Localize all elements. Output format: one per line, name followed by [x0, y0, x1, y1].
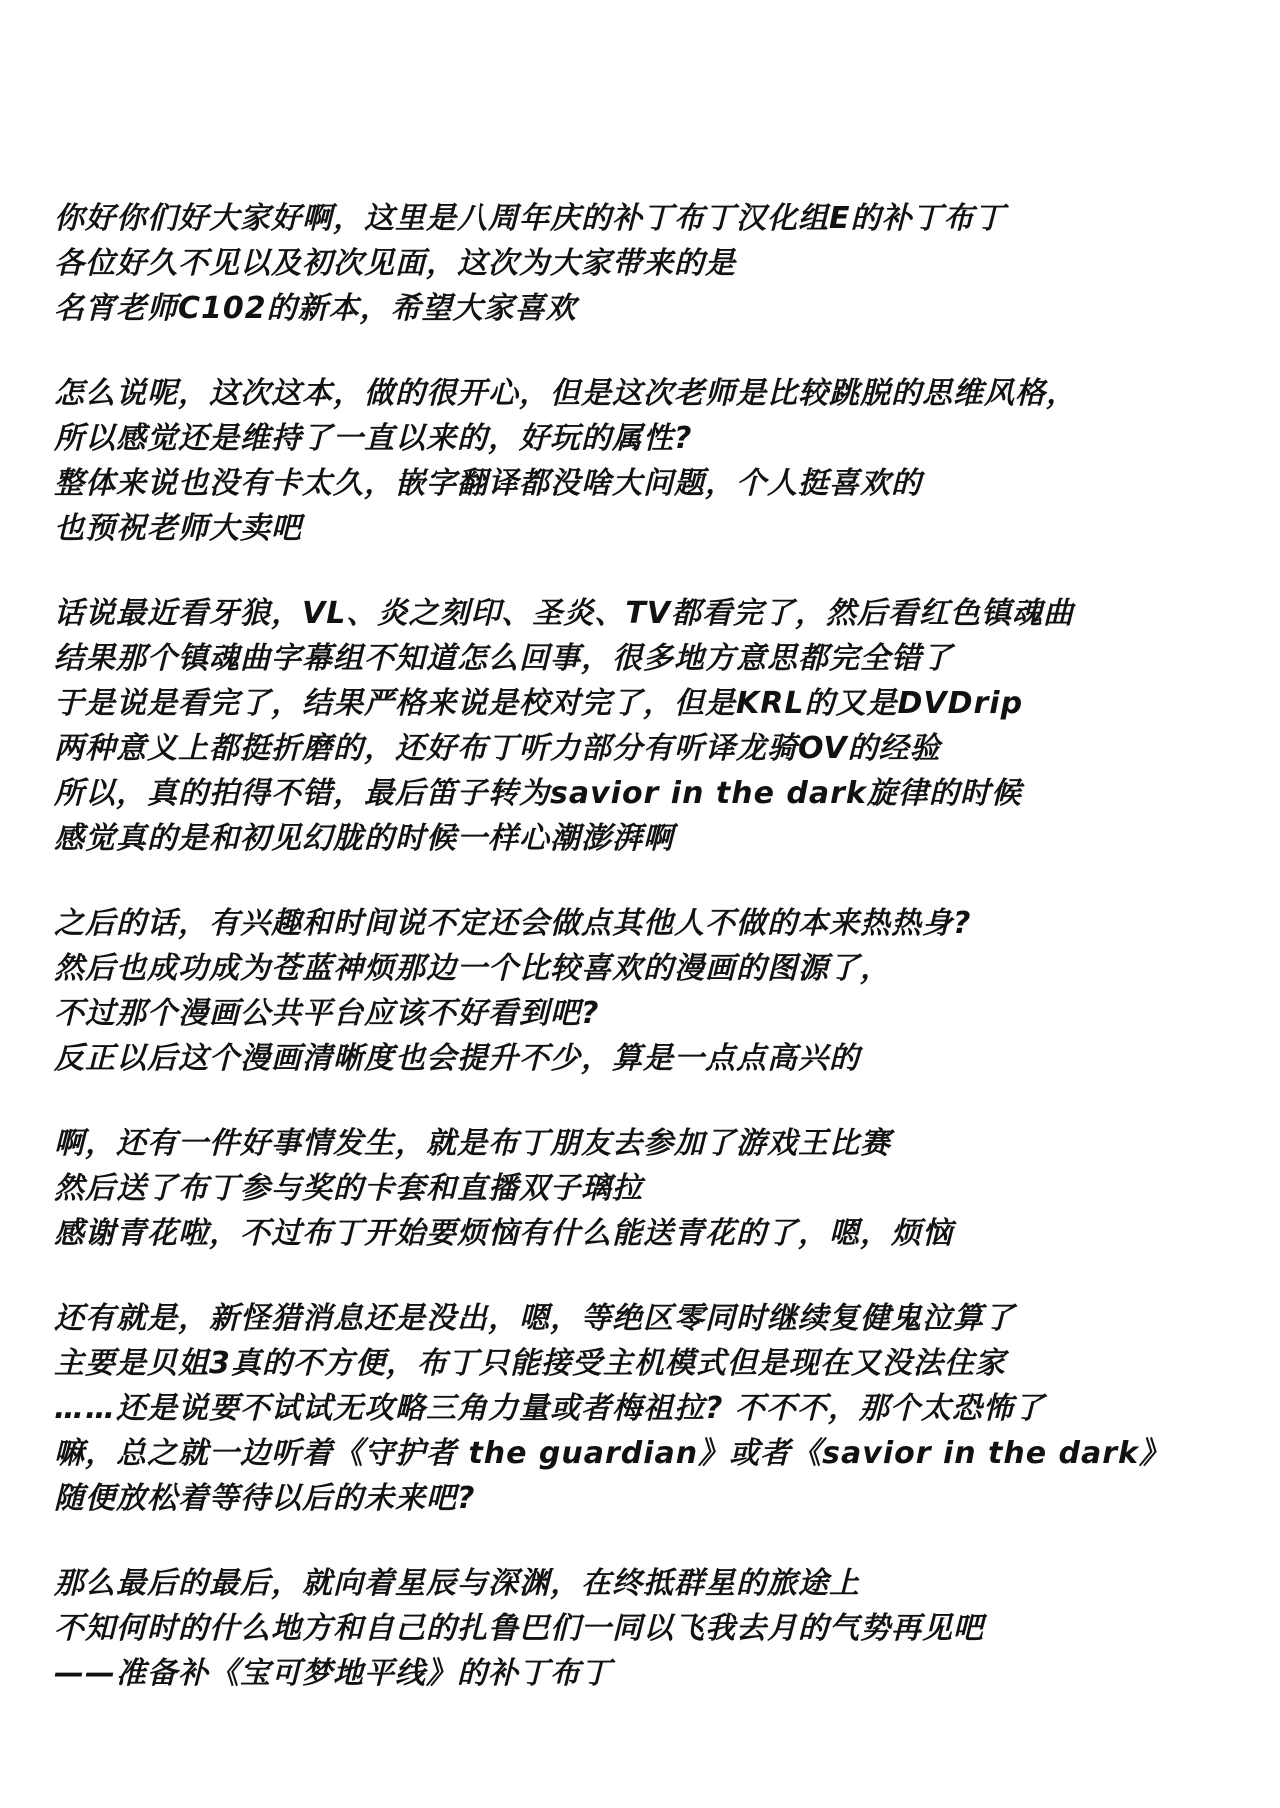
- paragraph-1: [54, 196, 1254, 331]
- text-line: 于是说是看完了，结果严格来说是校对完了，但是KRL的又是DVDrip: [54, 686, 1024, 721]
- paragraph-5: [54, 1121, 1254, 1256]
- text-line: 之后的话，有兴趣和时间说不定还会做点其他人不做的本来热热身?: [54, 906, 972, 941]
- text-line: 各位好久不见以及初次见面，这次为大家带来的是: [54, 246, 736, 281]
- text-line: 话说最近看牙狼，VL、炎之刻印、圣炎、TV都看完了，然后看红色镇魂曲: [54, 596, 1075, 631]
- text-line: 名宵老师C102的新本，希望大家喜欢: [54, 291, 577, 326]
- text-line: 整体来说也没有卡太久，嵌字翻译都没啥大问题，个人挺喜欢的: [54, 466, 922, 501]
- text-line: 两种意义上都挺折磨的，还好布丁听力部分有听译龙骑OV的经验: [54, 731, 941, 766]
- text-line: ——准备补《宝可梦地平线》的补丁布丁: [54, 1656, 612, 1691]
- paragraph-2: [54, 371, 1254, 551]
- text-line: 那么最后的最后，就向着星辰与深渊，在终抵群星的旅途上: [54, 1566, 860, 1601]
- paragraph-3: [54, 591, 1254, 861]
- text-line: 啊，还有一件好事情发生，就是布丁朋友去参加了游戏王比赛: [54, 1126, 891, 1161]
- text-line: 然后也成功成为苍蓝神烦那边一个比较喜欢的漫画的图源了，: [54, 951, 891, 986]
- text-line: 所以，真的拍得不错，最后笛子转为savior in the dark旋律的时候: [54, 776, 1022, 811]
- text-line: 然后送了布丁参与奖的卡套和直播双子璃拉: [54, 1171, 643, 1206]
- text-line: 也预祝老师大卖吧: [54, 511, 302, 546]
- paragraph-4: [54, 901, 1254, 1081]
- text-line: ……还是说要不试试无攻略三角力量或者梅祖拉? 不不不，那个太恐怖了: [54, 1391, 1045, 1426]
- text-line: 结果那个镇魂曲字幕组不知道怎么回事，很多地方意思都完全错了: [54, 641, 953, 676]
- text-line: 所以感觉还是维持了一直以来的，好玩的属性?: [54, 421, 693, 456]
- text-line: 主要是贝姐3真的不方便，布丁只能接受主机模式但是现在又没法住家: [54, 1346, 1006, 1381]
- paragraph-6: [54, 1296, 1254, 1521]
- text-line: 感谢青花啦，不过布丁开始要烦恼有什么能送青花的了，嗯，烦恼: [54, 1216, 953, 1251]
- text-line: 怎么说呢，这次这本，做的很开心，但是这次老师是比较跳脱的思维风格，: [54, 376, 1077, 411]
- afterword-text: [54, 196, 1254, 1736]
- text-line: 还有就是，新怪猎消息还是没出，嗯，等绝区零同时继续复健鬼泣算了: [54, 1301, 1015, 1336]
- text-line: 嘛，总之就一边听着《守护者 the guardian》或者《savior in the dark》: [54, 1436, 1170, 1471]
- text-line: 随便放松着等待以后的未来吧?: [54, 1481, 476, 1516]
- text-line: 反正以后这个漫画清晰度也会提升不少，算是一点点高兴的: [54, 1041, 860, 1076]
- text-line: 不过那个漫画公共平台应该不好看到吧?: [54, 996, 600, 1031]
- paragraph-7: [54, 1561, 1254, 1696]
- text-line: 不知何时的什么地方和自己的扎鲁巴们一同以飞我去月的气势再见吧: [54, 1611, 984, 1646]
- text-line: 你好你们好大家好啊，这里是八周年庆的补丁布丁汉化组E的补丁布丁: [54, 201, 1006, 236]
- text-line: 感觉真的是和初见幻胧的时候一样心潮澎湃啊: [54, 821, 674, 856]
